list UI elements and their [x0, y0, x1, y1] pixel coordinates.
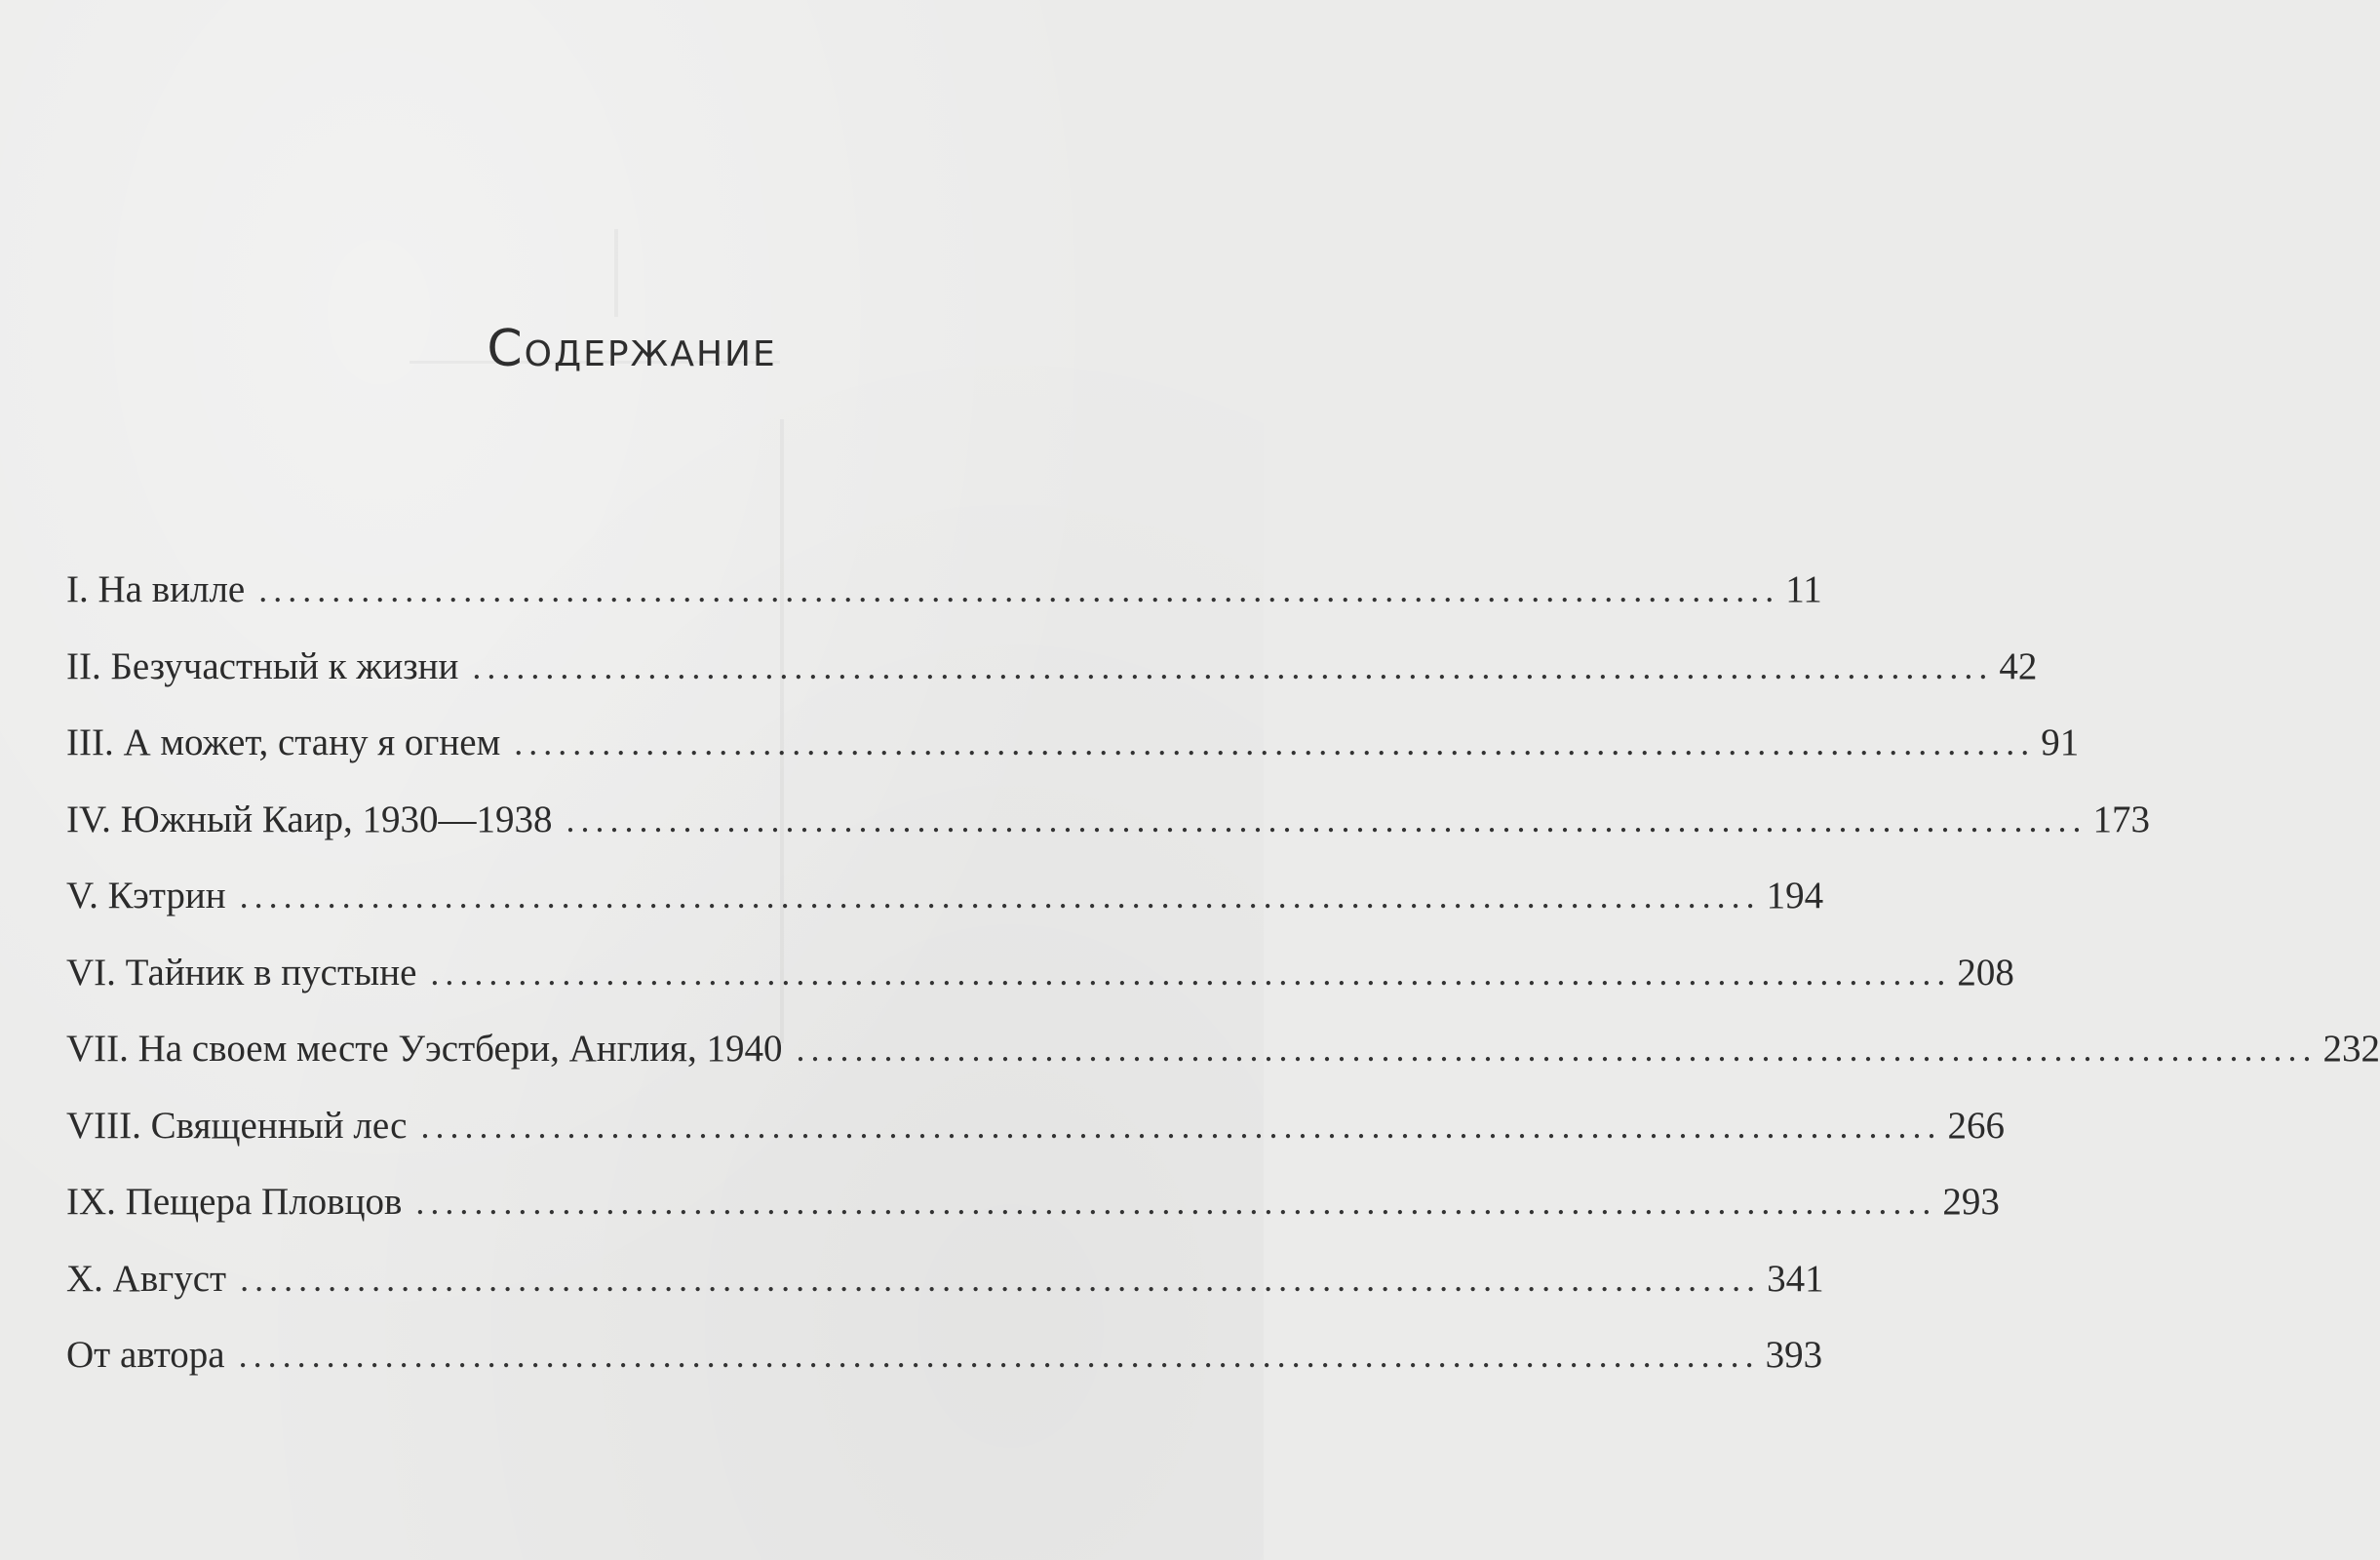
toc-entry[interactable] — [66, 782, 2151, 859]
dot-leader: ........................................................................................................ — [796, 1030, 2318, 1069]
toc-entry-title: IV. Южный Каир, 1930—1938 — [66, 798, 553, 840]
toc-entry-page-number: 11 — [1785, 568, 1822, 610]
toc-entry-title: I. На вилле — [66, 568, 246, 610]
toc-entry-title: III. А может, стану я огнем — [66, 722, 501, 763]
toc-entry-page-number: 232 — [2322, 1028, 2380, 1070]
toc-entry[interactable] — [66, 705, 2080, 782]
toc-entry-title: От автора — [66, 1334, 225, 1376]
show-through-mark — [614, 229, 618, 317]
toc-entry-page-number: 173 — [2092, 798, 2151, 840]
toc-entry-title: VI. Тайник в пустыне — [66, 951, 417, 994]
toc-entry[interactable] — [66, 1317, 1823, 1394]
toc-entry[interactable] — [66, 629, 2038, 706]
dot-leader: ........................................................................................................ — [239, 877, 1761, 916]
dot-leader: ........................................................................................................ — [430, 953, 1952, 993]
toc-entry-page-number: 266 — [1947, 1104, 2005, 1147]
page-title: Содержание — [487, 320, 777, 378]
toc-entry[interactable] — [66, 1011, 2380, 1088]
table-of-contents — [66, 552, 2380, 1394]
dot-leader: ........................................................................................................ — [415, 1183, 1937, 1222]
toc-entry-page-number: 393 — [1765, 1334, 1823, 1376]
dot-leader: ........................................................................................................ — [514, 723, 2036, 762]
toc-entry-page-number: 194 — [1766, 875, 1824, 916]
toc-entry[interactable] — [66, 1164, 2000, 1241]
dot-leader: ........................................................................................................ — [566, 800, 2087, 839]
toc-entry[interactable] — [66, 1241, 1824, 1318]
toc-entry[interactable] — [66, 552, 1822, 629]
toc-entry-title: V. Кэтрин — [66, 875, 226, 916]
dot-leader: ........................................................................................................ — [420, 1106, 1942, 1146]
dot-leader: ........................................................................................................ — [240, 1259, 1762, 1299]
toc-entry[interactable] — [66, 935, 2014, 1012]
toc-entry-title: VII. На своем месте Уэстбери, Англия, 1940 — [66, 1028, 783, 1070]
toc-entry[interactable] — [66, 1088, 2005, 1165]
toc-entry-title: II. Безучастный к жизни — [66, 644, 459, 687]
toc-entry-page-number: 208 — [1957, 951, 2014, 994]
dot-leader: ........................................................................................................ — [472, 646, 1994, 686]
toc-entry-page-number: 341 — [1767, 1257, 1824, 1300]
toc-entry-title: VIII. Священный лес — [66, 1104, 408, 1147]
dot-leader: ........................................................................................................ — [258, 570, 1780, 609]
toc-entry-page-number: 42 — [1999, 644, 2038, 687]
toc-entry-page-number: 293 — [1942, 1181, 2000, 1223]
toc-entry-title: X. Август — [66, 1257, 227, 1300]
toc-entry-title: IX. Пещера Пловцов — [66, 1181, 403, 1223]
toc-entry[interactable] — [66, 858, 1824, 935]
dot-leader: ........................................................................................................ — [238, 1336, 1760, 1375]
toc-entry-page-number: 91 — [2041, 722, 2080, 763]
